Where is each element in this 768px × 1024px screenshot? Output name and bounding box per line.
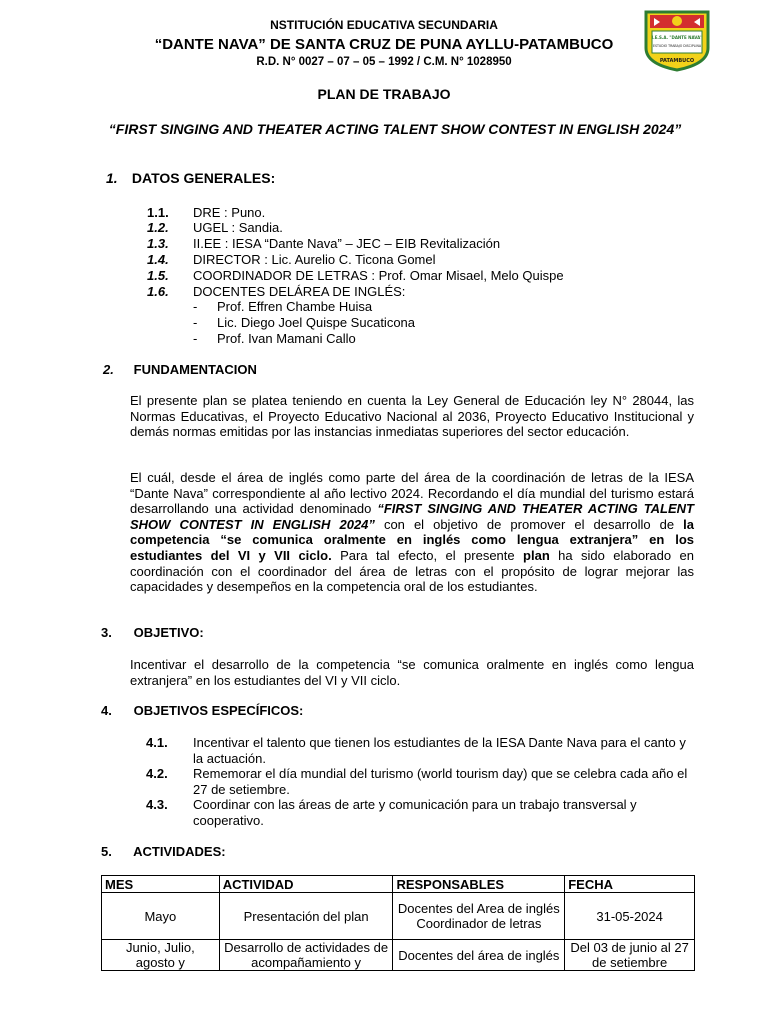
school-crest-logo <box>642 10 712 72</box>
section-heading-objetivos-especificos <box>101 703 303 718</box>
docente-name: Prof. Ivan Mamani Callo <box>217 331 356 346</box>
objetivo-especifico-item <box>146 766 694 797</box>
item-number: 1.3. <box>147 236 169 251</box>
column-header-mes: MES <box>102 876 220 893</box>
item-number: 4.3. <box>146 797 168 812</box>
column-header-actividad: ACTIVIDAD <box>219 876 393 893</box>
cell-responsables: Docentes del área de inglés <box>393 940 565 971</box>
objetivo-especifico-item <box>146 797 694 828</box>
column-header-fecha: FECHA <box>565 876 695 893</box>
cell-actividad: Desarrollo de actividades de acompañamiento y <box>219 940 393 971</box>
datos-item <box>147 284 707 300</box>
section-heading-fundamentacion <box>103 362 257 377</box>
datos-item <box>147 236 707 252</box>
cell-actividad: Presentación del plan <box>219 893 393 940</box>
objetivo-especifico-item <box>146 735 694 766</box>
docente-item: - Prof. Ivan Mamani Callo <box>193 331 356 346</box>
text-run: Para tal efecto, el presente <box>331 547 524 563</box>
item-text: Coordinar con las áreas de arte y comunicación para un trabajo transversal y cooperativo. <box>193 797 637 828</box>
event-name: “FIRST SINGING AND THEATER ACTING TALENT SHOW CONTEST IN ENGLISH 2024” <box>130 501 694 532</box>
item-number: 1.6. <box>147 284 169 299</box>
document-title: PLAN DE TRABAJO <box>317 86 451 102</box>
section-number: 3. <box>101 625 112 640</box>
text-run: El cuál, desde el área de inglés como parte del área de la coordinación de letras de la IESA “Dante Nava” correspondiente al año lectivo 2024. Recordando el día mundial del turismo estará desarrollando una actividad denominado <box>130 470 694 517</box>
text-run: ha sido elaborado en coordinación con el coordinador del área de letras con el propósito de lograr mejorar las capacidades y desempeños en la competencia oral de los estudiantes. <box>130 547 694 595</box>
section-label: DATOS GENERALES: <box>131 170 276 186</box>
section-label: ACTIVIDADES: <box>133 844 226 859</box>
item-text: DOCENTES DELÁREA DE INGLÉS: <box>193 284 406 299</box>
cell-fecha: 31-05-2024 <box>565 893 695 940</box>
fundamentacion-paragraph-1: El presente plan se platea teniendo en cuenta la Ley General de Educación ley N° 28044, las Normas Educativas, el Proyecto Educativo Nacional al 2036, Proyecto Educativo Institucional y demás normas emitidas por las instancias inmediatas superiores del sector educación. <box>130 393 694 440</box>
datos-item <box>147 205 707 221</box>
datos-item <box>147 252 707 268</box>
section-heading-objetivo <box>101 625 204 640</box>
docente-item: - Lic. Diego Joel Quispe Sucaticona <box>193 315 416 330</box>
logo-bottom-text: PATAMBUCO <box>659 58 695 64</box>
item-text: Incentivar el talento que tienen los estudiantes de la IESA Dante Nava para el canto y la actuación. <box>193 735 686 766</box>
section-number: 4. <box>101 703 112 718</box>
item-text: Rememorar el día mundial del turismo (world tourism day) que se celebra cada año el 27 de setiembre. <box>193 766 688 797</box>
resolution-line: R.D. N° 0027 – 07 – 05 – 1992 / C.M. N° 1028950 <box>256 56 512 68</box>
item-number: 4.2. <box>146 766 168 781</box>
section-heading-actividades <box>101 844 226 859</box>
item-text: DIRECTOR : Lic. Aurelio C. Ticona Gomel <box>193 252 436 267</box>
item-number: 4.1. <box>146 735 168 750</box>
cell-mes: Mayo <box>102 893 220 940</box>
section-label: OBJETIVO: <box>133 625 204 640</box>
docente-name: Lic. Diego Joel Quispe Sucaticona <box>217 315 416 330</box>
column-header-responsables: RESPONSABLES <box>393 876 565 893</box>
competence-text: la competencia “se comunica oralmente en inglés como lengua extranjera” en los estudiantes del VI y VII ciclo. <box>130 516 694 563</box>
docente-name: Prof. Effren Chambe Huisa <box>217 299 373 314</box>
datos-item <box>147 268 707 284</box>
logo-top-text: I.E.S.A. "DANTE NAVA" <box>651 35 703 40</box>
table-header-row <box>102 876 695 893</box>
section-label: OBJETIVOS ESPECÍFICOS: <box>133 703 304 718</box>
school-name: “DANTE NAVA” DE SANTA CRUZ DE PUNA AYLLU-PATAMBUCO <box>154 36 614 53</box>
item-text: DRE : Puno. <box>193 205 266 220</box>
activities-table <box>101 875 695 971</box>
document-subtitle: “FIRST SINGING AND THEATER ACTING TALENT SHOW CONTEST IN ENGLISH 2024” <box>108 121 682 137</box>
docente-item: - Prof. Effren Chambe Huisa <box>193 299 373 314</box>
item-number: 1.5. <box>147 268 169 283</box>
section-heading-datos <box>106 170 275 186</box>
plan-word: plan <box>523 547 550 563</box>
item-number: 1.4. <box>147 252 169 267</box>
item-text: II.EE : IESA “Dante Nava” – JEC – EIB Revitalización <box>193 236 501 251</box>
section-label: FUNDAMENTACION <box>133 362 257 377</box>
table-row <box>102 893 695 940</box>
datos-item <box>147 220 707 236</box>
item-number: 1.2. <box>147 220 169 235</box>
section-number: 2. <box>103 362 114 377</box>
cell-fecha: Del 03 de junio al 27 de setiembre <box>565 940 695 971</box>
table-row <box>102 940 695 971</box>
text-run: con el objetivo de promover el desarrollo de <box>374 516 684 532</box>
logo-mid-text: ESTUDIO TRABAJO DISCIPLINA <box>652 44 702 48</box>
item-text: UGEL : Sandia. <box>193 220 283 235</box>
cell-mes: Junio, Julio, agosto y <box>102 940 220 971</box>
institution-line: NSTITUCIÓN EDUCATIVA SECUNDARIA <box>270 18 498 32</box>
section-number: 1. <box>106 170 118 186</box>
objetivo-text: Incentivar el desarrollo de la competencia “se comunica oralmente en inglés como lengua extranjera” en los estudiantes del VI y VII ciclo. <box>130 657 694 688</box>
section-number: 5. <box>101 844 112 859</box>
fundamentacion-paragraph-2 <box>130 470 694 595</box>
item-text: COORDINADOR DE LETRAS : Prof. Omar Misael, Melo Quispe <box>193 268 564 283</box>
cell-responsables: Docentes del Area de inglés Coordinador de letras <box>393 893 565 940</box>
item-number: 1.1. <box>147 205 169 220</box>
